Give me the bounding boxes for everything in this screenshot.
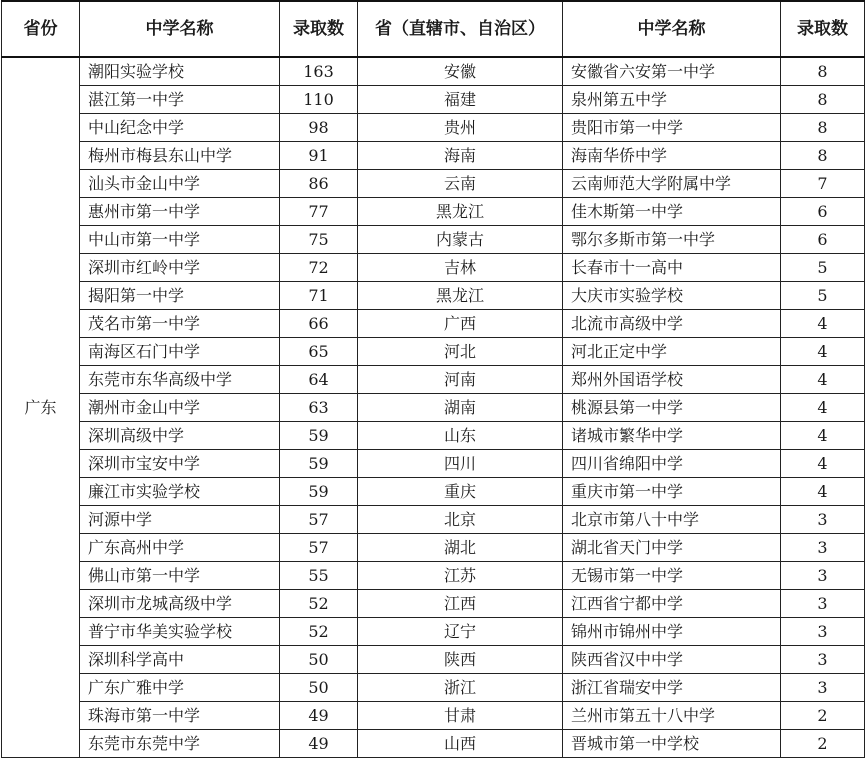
province-right: 甘肃 <box>358 702 563 730</box>
province-right: 浙江 <box>358 674 563 702</box>
school-name-right: 贵阳市第一中学 <box>563 114 781 142</box>
table-row <box>2 674 865 702</box>
school-name-right: 鄂尔多斯市第一中学 <box>563 226 781 254</box>
header-count-right: 录取数 <box>781 1 865 57</box>
school-name-right: 海南华侨中学 <box>563 142 781 170</box>
province-right: 黑龙江 <box>358 198 563 226</box>
province-right: 江苏 <box>358 562 563 590</box>
school-name-right: 北京市第八十中学 <box>563 506 781 534</box>
school-name-right: 北流市高级中学 <box>563 310 781 338</box>
admission-count-right: 8 <box>781 142 865 170</box>
admission-count-right: 4 <box>781 366 865 394</box>
header-count-left: 录取数 <box>280 1 358 57</box>
table-row <box>2 618 865 646</box>
admission-count-left: 55 <box>280 562 358 590</box>
admission-count-right: 2 <box>781 702 865 730</box>
admission-count-right: 4 <box>781 478 865 506</box>
school-name-right: 江西省宁都中学 <box>563 590 781 618</box>
admission-count-left: 57 <box>280 534 358 562</box>
school-name-right: 四川省绵阳中学 <box>563 450 781 478</box>
admission-count-right: 3 <box>781 618 865 646</box>
header-row <box>2 1 865 57</box>
school-name-left: 深圳市红岭中学 <box>80 254 280 282</box>
admission-count-left: 75 <box>280 226 358 254</box>
province-right: 四川 <box>358 450 563 478</box>
province-right: 安徽 <box>358 57 563 86</box>
school-name-left: 湛江第一中学 <box>80 86 280 114</box>
school-name-right: 桃源县第一中学 <box>563 394 781 422</box>
admission-count-right: 5 <box>781 282 865 310</box>
admission-count-right: 8 <box>781 86 865 114</box>
province-right: 吉林 <box>358 254 563 282</box>
table-row <box>2 450 865 478</box>
table-row <box>2 534 865 562</box>
admission-count-left: 110 <box>280 86 358 114</box>
admission-count-right: 4 <box>781 310 865 338</box>
admission-count-left: 52 <box>280 618 358 646</box>
province-right: 海南 <box>358 142 563 170</box>
school-name-left: 揭阳第一中学 <box>80 282 280 310</box>
table-row <box>2 282 865 310</box>
table-row <box>2 506 865 534</box>
school-name-left: 潮州市金山中学 <box>80 394 280 422</box>
school-name-right: 湖北省天门中学 <box>563 534 781 562</box>
admission-count-left: 59 <box>280 478 358 506</box>
admission-count-left: 59 <box>280 450 358 478</box>
school-name-left: 深圳科学高中 <box>80 646 280 674</box>
admission-count-right: 2 <box>781 730 865 758</box>
school-name-left: 梅州市梅县东山中学 <box>80 142 280 170</box>
school-name-right: 云南师范大学附属中学 <box>563 170 781 198</box>
province-right: 黑龙江 <box>358 282 563 310</box>
province-right: 湖南 <box>358 394 563 422</box>
admission-count-right: 8 <box>781 114 865 142</box>
table-row <box>2 198 865 226</box>
admission-count-right: 3 <box>781 590 865 618</box>
school-name-right: 泉州第五中学 <box>563 86 781 114</box>
school-name-left: 茂名市第一中学 <box>80 310 280 338</box>
admission-count-left: 50 <box>280 646 358 674</box>
admissions-table <box>1 0 865 758</box>
school-name-left: 深圳市龙城高级中学 <box>80 590 280 618</box>
table-row <box>2 562 865 590</box>
school-name-left: 普宁市华美实验学校 <box>80 618 280 646</box>
admission-count-right: 8 <box>781 57 865 86</box>
admission-count-right: 3 <box>781 534 865 562</box>
school-name-right: 河北正定中学 <box>563 338 781 366</box>
school-name-left: 中山纪念中学 <box>80 114 280 142</box>
header-province: 省份 <box>2 1 80 57</box>
table-row <box>2 394 865 422</box>
province-right: 北京 <box>358 506 563 534</box>
province-right: 山东 <box>358 422 563 450</box>
school-name-left: 东莞市东莞中学 <box>80 730 280 758</box>
admission-count-left: 98 <box>280 114 358 142</box>
province-right: 广西 <box>358 310 563 338</box>
table-row <box>2 310 865 338</box>
school-name-left: 廉江市实验学校 <box>80 478 280 506</box>
table-row <box>2 730 865 758</box>
admission-count-left: 63 <box>280 394 358 422</box>
school-name-left: 珠海市第一中学 <box>80 702 280 730</box>
school-name-right: 无锡市第一中学 <box>563 562 781 590</box>
school-name-left: 潮阳实验学校 <box>80 57 280 86</box>
admission-count-left: 66 <box>280 310 358 338</box>
school-name-right: 重庆市第一中学 <box>563 478 781 506</box>
province-right: 江西 <box>358 590 563 618</box>
province-right: 云南 <box>358 170 563 198</box>
admission-count-left: 52 <box>280 590 358 618</box>
admission-count-left: 49 <box>280 730 358 758</box>
admission-count-left: 77 <box>280 198 358 226</box>
admission-count-right: 3 <box>781 646 865 674</box>
admission-count-left: 49 <box>280 702 358 730</box>
table-row <box>2 590 865 618</box>
admission-count-left: 50 <box>280 674 358 702</box>
header-school-left: 中学名称 <box>80 1 280 57</box>
school-name-left: 深圳市宝安中学 <box>80 450 280 478</box>
school-name-right: 晋城市第一中学校 <box>563 730 781 758</box>
school-name-right: 长春市十一高中 <box>563 254 781 282</box>
school-name-right: 锦州市锦州中学 <box>563 618 781 646</box>
school-name-right: 浙江省瑞安中学 <box>563 674 781 702</box>
table-row <box>2 338 865 366</box>
admission-count-right: 5 <box>781 254 865 282</box>
province-right: 重庆 <box>358 478 563 506</box>
table-row <box>2 478 865 506</box>
school-name-left: 汕头市金山中学 <box>80 170 280 198</box>
school-name-left: 南海区石门中学 <box>80 338 280 366</box>
admission-count-left: 91 <box>280 142 358 170</box>
admission-count-right: 3 <box>781 562 865 590</box>
school-name-left: 佛山市第一中学 <box>80 562 280 590</box>
table-body <box>2 57 865 758</box>
admission-count-right: 4 <box>781 422 865 450</box>
school-name-left: 广东广雅中学 <box>80 674 280 702</box>
province-right: 内蒙古 <box>358 226 563 254</box>
school-name-right: 陕西省汉中中学 <box>563 646 781 674</box>
province-right: 河南 <box>358 366 563 394</box>
school-name-left: 中山市第一中学 <box>80 226 280 254</box>
admission-count-right: 4 <box>781 394 865 422</box>
school-name-right: 郑州外国语学校 <box>563 366 781 394</box>
table-row <box>2 422 865 450</box>
province-right: 山西 <box>358 730 563 758</box>
school-name-right: 佳木斯第一中学 <box>563 198 781 226</box>
admission-count-right: 7 <box>781 170 865 198</box>
table-row <box>2 170 865 198</box>
province-right: 陕西 <box>358 646 563 674</box>
school-name-right: 安徽省六安第一中学 <box>563 57 781 86</box>
admission-count-left: 59 <box>280 422 358 450</box>
header-school-right: 中学名称 <box>563 1 781 57</box>
admission-count-right: 4 <box>781 338 865 366</box>
admission-count-right: 4 <box>781 450 865 478</box>
admission-count-right: 3 <box>781 674 865 702</box>
admission-count-left: 64 <box>280 366 358 394</box>
admission-count-left: 71 <box>280 282 358 310</box>
province-right: 福建 <box>358 86 563 114</box>
school-name-left: 深圳高级中学 <box>80 422 280 450</box>
table-row <box>2 142 865 170</box>
school-name-left: 河源中学 <box>80 506 280 534</box>
admission-count-left: 72 <box>280 254 358 282</box>
province-right: 辽宁 <box>358 618 563 646</box>
admission-count-left: 163 <box>280 57 358 86</box>
province-right: 河北 <box>358 338 563 366</box>
table-row <box>2 702 865 730</box>
admission-count-right: 6 <box>781 226 865 254</box>
table-row <box>2 86 865 114</box>
school-name-right: 诸城市繁华中学 <box>563 422 781 450</box>
school-name-left: 东莞市东华高级中学 <box>80 366 280 394</box>
school-name-left: 广东高州中学 <box>80 534 280 562</box>
province-right: 湖北 <box>358 534 563 562</box>
admission-count-left: 86 <box>280 170 358 198</box>
admission-count-right: 3 <box>781 506 865 534</box>
table-row <box>2 646 865 674</box>
school-name-left: 惠州市第一中学 <box>80 198 280 226</box>
table-row <box>2 366 865 394</box>
province-cell-left: 广东 <box>2 57 80 758</box>
table-row <box>2 57 865 86</box>
table-row <box>2 254 865 282</box>
province-right: 贵州 <box>358 114 563 142</box>
admission-count-left: 57 <box>280 506 358 534</box>
admission-count-left: 65 <box>280 338 358 366</box>
school-name-right: 兰州市第五十八中学 <box>563 702 781 730</box>
header-province-right: 省（直辖市、自治区） <box>358 1 563 57</box>
admission-count-right: 6 <box>781 198 865 226</box>
table-row <box>2 226 865 254</box>
school-name-right: 大庆市实验学校 <box>563 282 781 310</box>
table-row <box>2 114 865 142</box>
